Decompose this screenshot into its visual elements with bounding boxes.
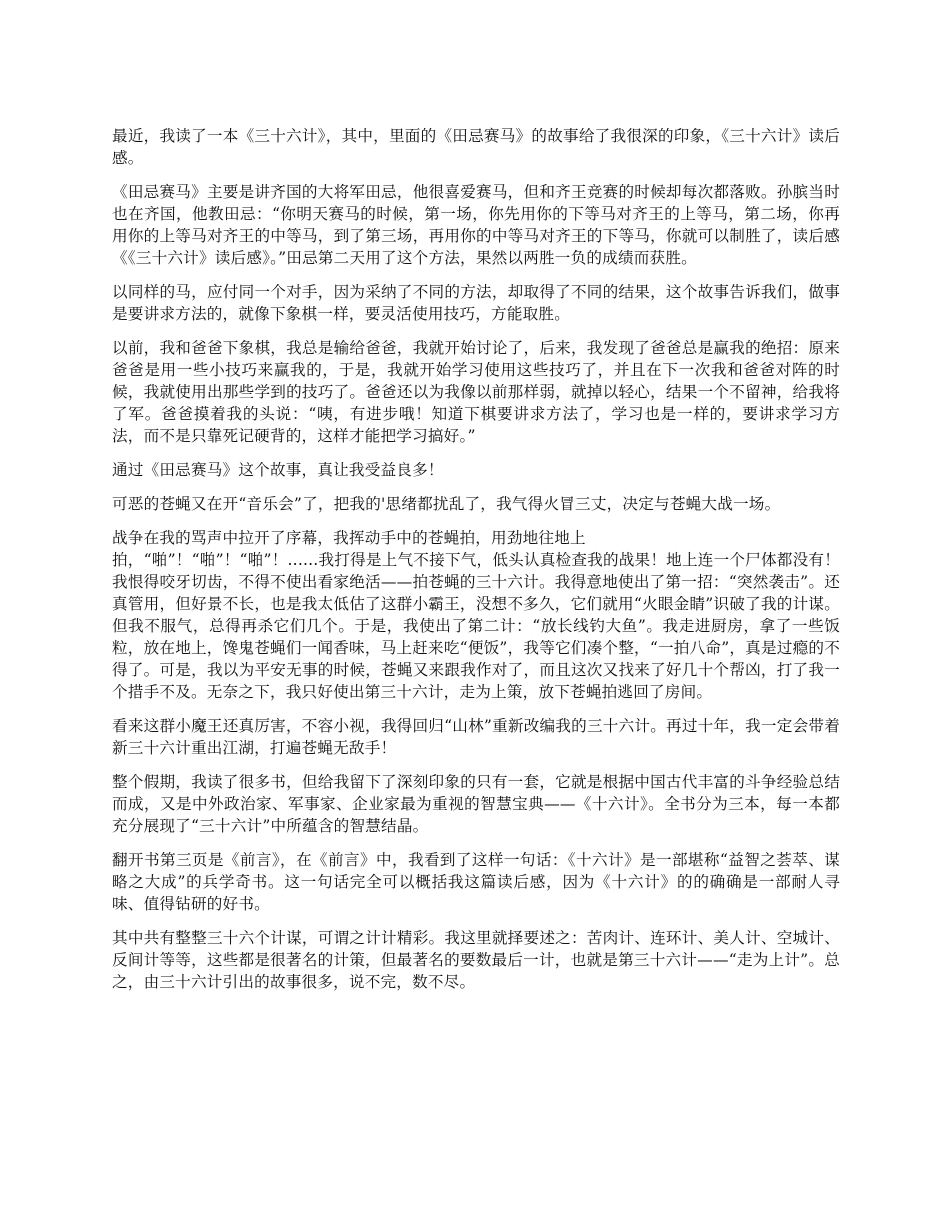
paragraph-strategies: 其中共有整整三十六个计谋，可谓之计计精彩。我这里就择要述之：苦肉计、连环计、美人计、空城计、反间计等等，这些都是很著名的计策，但最著名的要数最后一计，也就是第三十六计——“走为上计”。总之，由三十六计引出的故事很多，说不完，数不尽。 <box>112 929 840 991</box>
paragraph-chess: 以前，我和爸爸下象棋，我总是输给爸爸，我就开始讨论了，后来，我发现了爸爸总是赢我的绝招：原来爸爸是用一些小技巧来赢我的，于是，我就开始学习使用这些技巧了，并且在下一次我和爸爸对阵的时候，我就使用出那些学到的技巧了。爸爸还以为我像以前那样弱，就掉以轻心，结果一个不留神，给我将了军。爸爸摸着我的头说：“咦，有进步哦！知道下棋要讲求方法了，学习也是一样的，要讲求学习方法，而不是只靠死记硬背的，这样才能把学习搞好。” <box>112 339 840 445</box>
paragraph-flies-battle: 战争在我的骂声中拉开了序幕，我挥动手中的苍蝇拍，用劲地往地上 拍，“啪”！“啪”！“啪”！......我打得是上气不接下气，低头认真检查我的战果！地上连一个尸体都没有！我恨得咬牙切齿，不得不使出看家绝活——拍苍蝇的三十六计。我得意地使出了第一招：“突然袭击”。还真管用，但好景不长，也是我太低估了这群小霸王，没想不多久，它们就用“火眼金睛”识破了我的计谋。但我不服气，总得再杀它们几个。于是，我使出了第二计：“放长线钓大鱼”。我走进厨房，拿了一些饭粒，放在地上，馋鬼苍蝇们一闻香味，马上赶来吃“便饭”，我等它们凑个整，“一拍八命”，真是过瘾的不得了。可是，我以为平安无事的时候，苍蝇又来跟我作对了，而且这次又找来了好几十个帮凶，打了我一个措手不及。无奈之下，我只好使出第三十六计，走为上策，放下苍蝇拍逃回了房间。 <box>112 529 840 701</box>
paragraph-lesson: 以同样的马，应付同一个对手，因为采纳了不同的方法，却取得了不同的结果，这个故事告诉我们，做事是要讲求方法的，就像下象棋一样，要灵活使用技巧，方能取胜。 <box>112 283 840 323</box>
paragraph-flies-intro: 可恶的苍蝇又在开“音乐会”了，把我的'思绪都扰乱了，我气得火冒三丈，决定与苍蝇大战一场。 <box>112 495 781 513</box>
paragraph-intro: 最近，我读了一本《三十六计》，其中，里面的《田忌赛马》的故事给了我很深的印象，《三十六计》读后感。 <box>112 127 840 167</box>
paragraph-preface: 翻开书第三页是《前言》，在《前言》中，我看到了这样一句话：《十六计》是一部堪称“益智之荟萃、谋略之大成”的兵学奇书。这一句话完全可以概括我这篇读后感，因为《十六计》的的确确是一部耐人寻味、值得钻研的好书。 <box>112 851 840 913</box>
paragraph-flies-conclusion: 看来这群小魔王还真厉害，不容小视，我得回归“山林”重新改编我的三十六计。再过十年，我一定会带着新三十六计重出江湖，打遍苍蝇无敌手！ <box>112 717 840 757</box>
document-body <box>112 125 840 1005</box>
paragraph-tianji-story: 《田忌赛马》主要是讲齐国的大将军田忌，他很喜爱赛马，但和齐王竞赛的时候却每次都落败。孙膑当时也在齐国，他教田忌：“你明天赛马的时候，第一场，你先用你的下等马对齐王的上等马，第二场，你再用你的上等马对齐王的中等马，到了第三场，再用你的中等马对齐王的下等马，你就可以制胜了，读后感《《三十六计》读后感》。”田忌第二天用了这个方法，果然以两胜一负的成绩而获胜。 <box>112 183 840 267</box>
paragraph-holiday-reading: 整个假期，我读了很多书，但给我留下了深刻印象的只有一套，它就是根据中国古代丰富的斗争经验总结而成，又是中外政治家、军事家、企业家最为重视的智慧宝典——《十六计》。全书分为三本，每一本都充分展现了“三十六计”中所蕴含的智慧结晶。 <box>112 773 840 835</box>
paragraph-benefit: 通过《田忌赛马》这个故事，真让我受益良多！ <box>112 461 444 479</box>
